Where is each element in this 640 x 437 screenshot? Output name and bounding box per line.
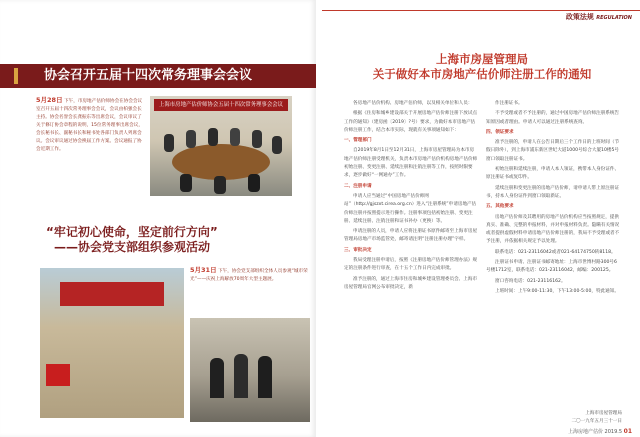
notice-section-heading: 三、审批决定 (344, 247, 372, 253)
notice-paragraph: 自2019年8月1日至12月31日，上海市房屋管理局为本市房地产估价师注册受理机关，负责本市房地产估价机构房地产估价师初始注册、变更注册、延续注册和注销注册等工作，按照时限要求，逐步做好“一网通办”工作。 (344, 148, 478, 179)
notice-title (332, 52, 632, 82)
right-page (322, 0, 640, 437)
notice-paragraph: 作注册证书。 (495, 101, 523, 106)
notice-column-1 (344, 100, 478, 425)
notice-paragraph: 申请注册的人员，申请人应将注册证书原件邮寄至上海市房屋管理局房地产市场监管处，邮寄请注明“注册注册办理”字样。 (344, 229, 478, 243)
headline-2 (46, 225, 306, 255)
notice-paragraph: 上班时间：上午9:00-11:30，下午13:00-5:00，特此通知。 (495, 288, 619, 294)
meeting-photo (150, 96, 292, 196)
notice-paragraph: 根据《住房和城乡建设部关于开展房地产估价师注册下放试点工作的通知》（建房函〔2019〕?号）要求，为做好本市房地产估价师注册工作，结合本市实际，现就有关事项通知如下： (344, 111, 478, 133)
notice-section-heading: 一、管理部门 (344, 138, 372, 144)
article-1-text: 下午，市房地产估价师协会在协会会议室召开五届十四次常务理事会会议，会议由柏强会长主持。协会名誉会长龚振东等出席会议，会议审议了关于修订协会章程的说明，15位常务理事出席会议，会长秘书长、副秘书长和秘书处各部门负责人列席会议。会议审议通过协会换届工作方案。会议通报了协会近期工作。 (36, 99, 143, 152)
article-2-date: 5月31日 (190, 266, 217, 274)
notice-paragraph: 窗口咨询电话：021-23116162。 (495, 278, 566, 284)
group-photo-2 (190, 318, 310, 422)
meeting-photo-caption: 上海市房地产估价师协会五届十四次常务理事会会议 (154, 99, 288, 111)
page-footer (568, 428, 632, 435)
party-flag (46, 364, 70, 386)
notice-section-heading: 五、其他要求 (486, 204, 514, 210)
notice-paragraph: 申请人应当通过“中国房地产估价师网站”（http://gjszxt.cirea.org.cn）进入“注册系统”申请房地产估价师注册并按照提示进行操作。注册事项包括初始注册、变更注册、延续注册、注销注册和证书补办（更换）等。 (344, 193, 477, 224)
notice-paragraph: 初始注册和延续注册，申请人本人领证，携带本人身份证件、原注册证书或复印件。 (486, 167, 620, 181)
headline-2-line-2: ——协会党支部组织参观活动 (54, 240, 211, 254)
headline-2-line-1: “牢记初心使命，坚定前行方向” (46, 225, 218, 239)
signature-date: 二〇一九年五月三十一日 (571, 419, 622, 424)
notice-paragraph: 联系电话：021-23116042或者021-64174750转8118。 (495, 249, 616, 255)
notice-title-line-1: 上海市房屋管理局 (436, 52, 528, 66)
article-1 (36, 96, 144, 216)
article-2 (190, 266, 308, 316)
headline-1: 协会召开五届十四次常务理事会会议 (44, 68, 253, 83)
page-number: 01 (623, 428, 632, 435)
signature-block (571, 410, 622, 426)
article-1-date: 5月28日 (36, 96, 63, 104)
footer-text: 上海房地产估价 2019.5 (567, 429, 623, 435)
headline-banner-1 (0, 64, 316, 88)
group-photo (40, 268, 184, 418)
notice-paragraph: 房地产估价师及其聘用的房地产估价机构应当按照规定，提供真实、准确、完整的申报材料，并对申报材料负责。隐瞒有关情况或者提供虚假材料申请房地产估价师注册的，我局不予受理或者不予注册，并依据相关规定予以处理。 (486, 214, 620, 245)
header-rule (322, 10, 640, 11)
notice-paragraph: 准予注册的，申请人在公告日期后三个工作日的上班时间（节假日除外），到上海市浦东新区世纪大道1000号综合大厦10楼5号窗口领取注册证书。 (486, 140, 620, 162)
section-header-cn: 政策法规 (565, 13, 594, 21)
notice-paragraph: 不予受理或者不予注册的，通过中国房地产估价师注册系统告知原因或者理由。申请人可以通过注册系统查询。 (486, 111, 620, 125)
notice-section-heading: 二、注册申请 (344, 183, 372, 189)
notice-column-2 (486, 100, 620, 358)
notice-paragraph: 延续注册和变更注册的房地产估价师，请申请人带上原注册证书，持本人身份证件到窗口领取新证。 (486, 185, 620, 199)
signature-org: 上海市房屋管理局 (585, 411, 622, 416)
article-2-text: 下午，协会党支部组织全体人员参观“城市荣光”——庆祝上海解放70周年大型主题展。 (190, 269, 308, 282)
left-page (0, 0, 316, 437)
notice-paragraph: 各房地产估价机构、房地产估价师，以及相关单位和人员： (353, 101, 473, 106)
section-header (566, 12, 632, 22)
banner-accent-bar (14, 68, 18, 84)
notice-section-heading: 四、领证要求 (486, 129, 514, 135)
section-header-en: REGULATION (596, 15, 632, 21)
exhibition-sign (60, 282, 164, 306)
notice-title-line-2: 关于做好本市房地产估价师注册工作的通知 (372, 67, 592, 81)
notice-paragraph: 我局受理注册申请后，按照《注册房地产估价师管理办法》规定的注册条件进行审查，在十五个工作日内完成审批。 (344, 258, 478, 272)
notice-paragraph: 注册证书申请、注册证书邮寄地址：上海市世博村路300号6号楼1712室，联系电话：021-23116042，邮编：200125。 (486, 260, 617, 274)
notice-paragraph: 准予注册的，通过上海市住房和城乡建设管理委员会、上海市房屋管理局官网公布审批决定，新 (344, 276, 478, 290)
